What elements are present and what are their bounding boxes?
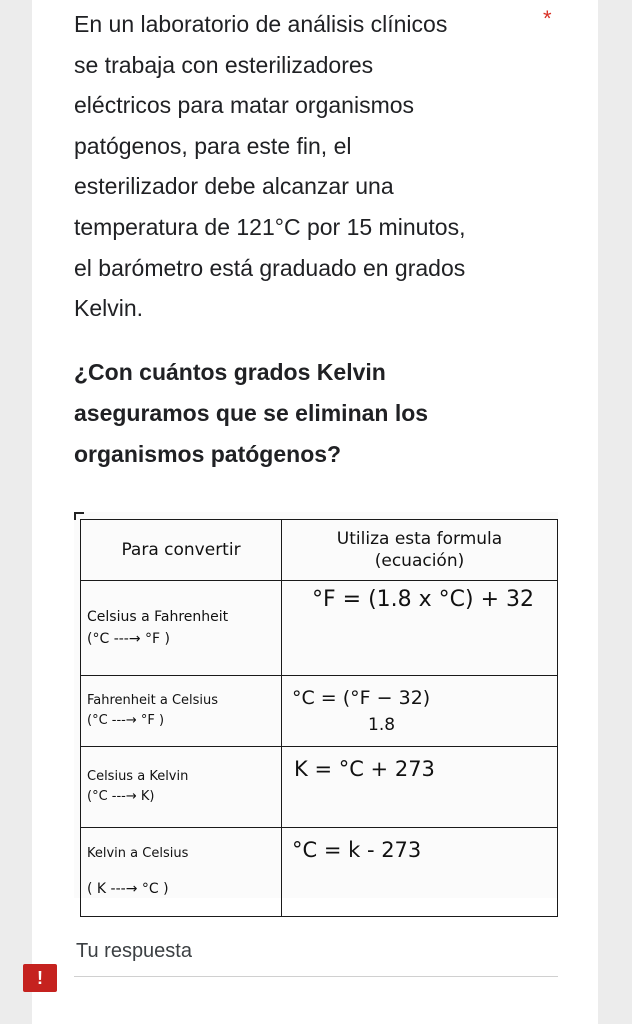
formula-cell: °F = (1.8 x °C) + 32 (282, 581, 558, 676)
question-text (74, 4, 534, 329)
question-line: temperatura de 121°C por 15 minutos, (74, 213, 466, 240)
formula-cell: °C = k - 273 (282, 828, 558, 917)
conversion-name-cell (81, 828, 282, 917)
required-asterisk: * (543, 6, 552, 31)
question-line: Kelvin. (74, 295, 144, 322)
question-line: En un laboratorio de análisis clínicos (74, 11, 448, 37)
question-line: esterilizador debe alcanzar una (74, 173, 394, 200)
conversion-name: Kelvin a Celsius (87, 846, 189, 861)
answer-input-underline[interactable] (74, 976, 558, 977)
header-para-convertir: Para convertir (81, 520, 282, 581)
formula-cell: K = °C + 273 (282, 747, 558, 828)
table-row (81, 828, 558, 917)
conversion-name: Celsius a Kelvin (87, 769, 189, 784)
conversion-unit: (°C ---→ K) (87, 789, 155, 804)
question-line: patógenos, para este fin, el (74, 132, 352, 159)
formula-cell (282, 676, 558, 747)
conversion-name: Celsius a Fahrenheit (87, 609, 229, 625)
conversion-name: Fahrenheit a Celsius (87, 693, 219, 708)
header-formula-line: Utiliza esta formula (336, 529, 503, 549)
answer-label: Tu respuesta (76, 940, 192, 962)
conversion-name-cell (81, 581, 282, 676)
conversion-unit: (°C ---→ °F ) (87, 713, 165, 728)
conversion-name-cell (81, 747, 282, 828)
image-corner-mark (74, 512, 76, 520)
table-row (81, 581, 558, 676)
question-line: se trabaja con esterilizadores (74, 51, 374, 78)
conversion-unit: (°C ---→ °F ) (87, 631, 170, 647)
formula-numerator: °C = (°F − 32) (292, 687, 431, 709)
table-row (81, 747, 558, 828)
conversion-table (80, 519, 558, 917)
conversion-table-image (74, 512, 558, 898)
question-line: el barómetro está graduado en grados (74, 254, 466, 281)
header-formula-line: (ecuación) (374, 551, 465, 571)
table-row (81, 676, 558, 747)
sub-question-text (74, 352, 494, 475)
sub-question-line: organismos patógenos? (74, 441, 342, 467)
sub-question-line: ¿Con cuántos grados Kelvin (74, 359, 386, 385)
header-formula (282, 520, 558, 581)
alert-icon: ! (23, 964, 57, 992)
conversion-name-cell (81, 676, 282, 747)
question-line: eléctricos para matar organismos (74, 92, 415, 119)
conversion-unit: ( K ---→ °C ) (87, 881, 169, 897)
formula-denominator: 1.8 (368, 715, 396, 735)
sub-question-line: aseguramos que se eliminan los (74, 400, 429, 426)
table-header-row (81, 520, 558, 581)
